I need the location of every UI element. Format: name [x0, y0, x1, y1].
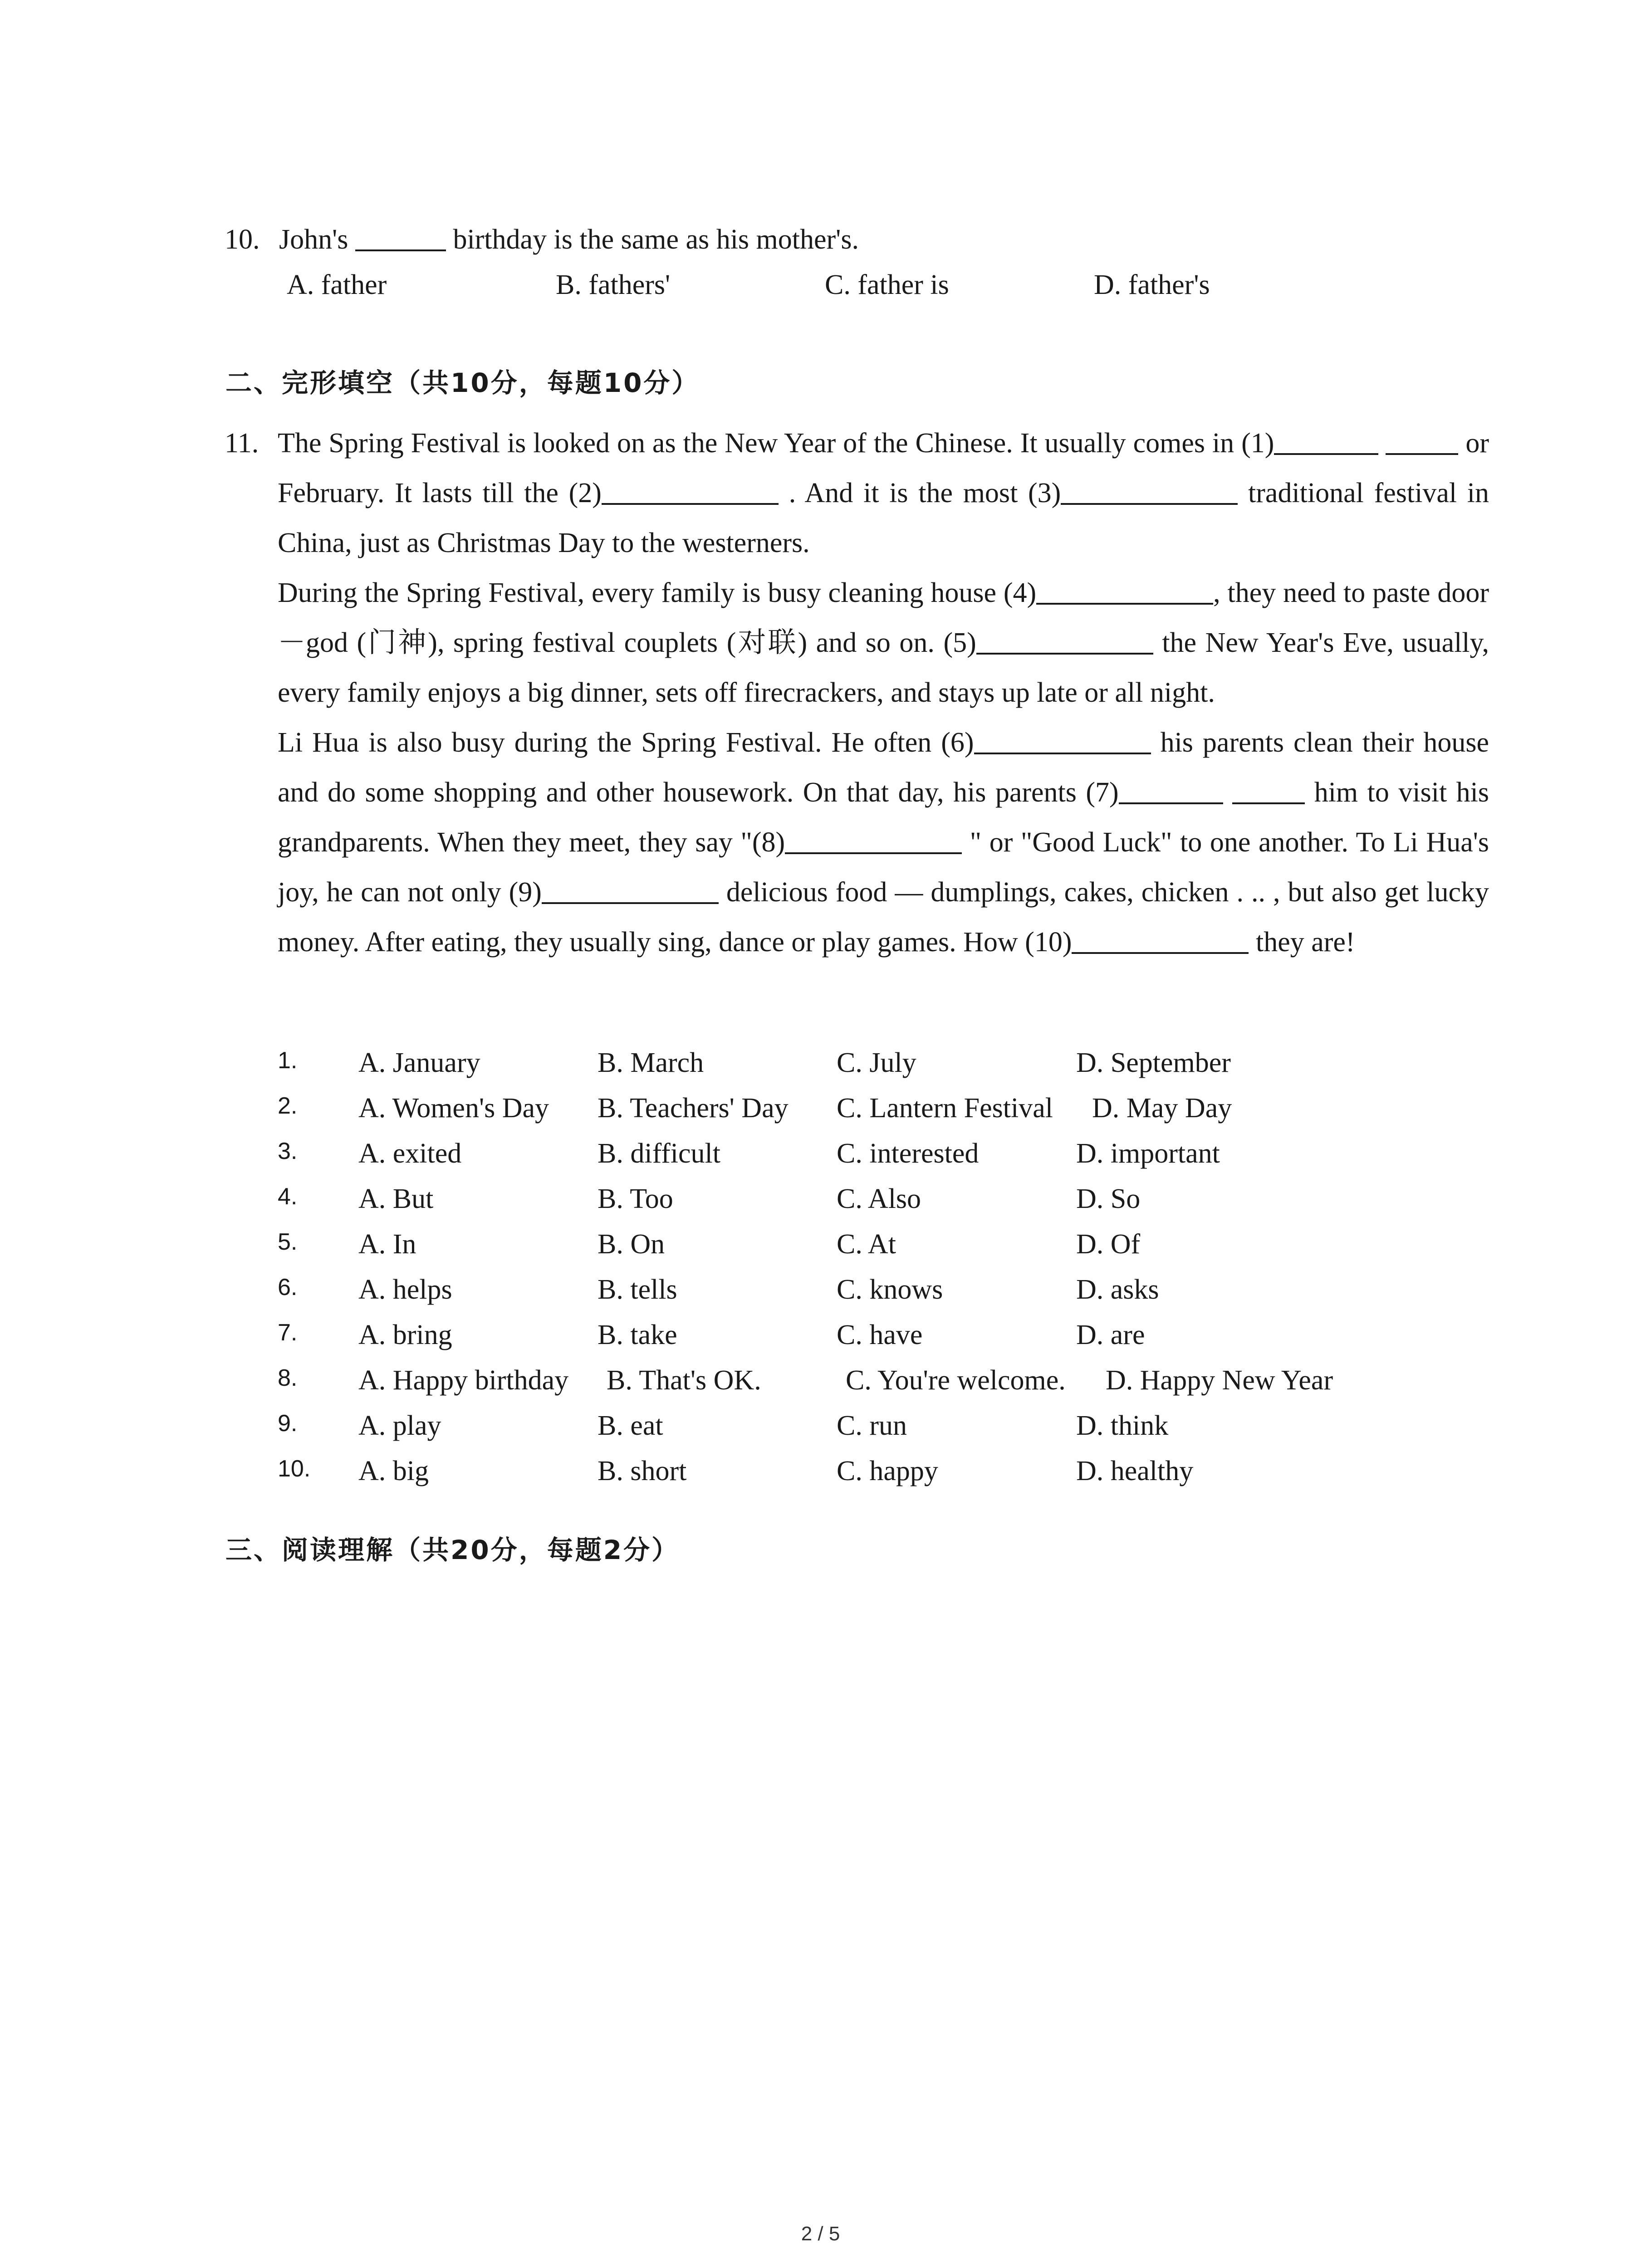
- option-b: B. March: [598, 1047, 704, 1078]
- passage-paragraph-1: [278, 418, 1489, 568]
- question-number: 11.: [225, 428, 259, 459]
- option-c: C. Lantern Festival: [837, 1093, 1053, 1124]
- option-c: C. Also: [837, 1183, 921, 1214]
- option-d: D. healthy: [1076, 1456, 1194, 1486]
- option-c: C. have: [837, 1320, 923, 1350]
- choice-number: 4.: [278, 1183, 298, 1210]
- option-b: B. On: [598, 1229, 665, 1260]
- option-c: C. July: [837, 1047, 916, 1078]
- question-stem-after: birthday is the same as his mother's.: [453, 224, 859, 255]
- option-d: D. asks: [1076, 1274, 1159, 1305]
- option-a: A. play: [358, 1410, 441, 1441]
- option-a: A. helps: [358, 1274, 452, 1305]
- option-b: B. short: [598, 1456, 687, 1486]
- choice-number: 8.: [278, 1365, 298, 1391]
- passage-paragraph-3: [278, 718, 1489, 967]
- option-d: D. Of: [1076, 1229, 1141, 1260]
- question-10-options: [0, 262, 1641, 308]
- passage-text: or February. It lasts till the (2): [278, 428, 1489, 508]
- option-d: D. September: [1076, 1047, 1231, 1078]
- option-d: D. Happy New Year: [1106, 1365, 1333, 1396]
- choice-number: 3.: [278, 1138, 298, 1164]
- question-stem-before: John's: [279, 224, 348, 255]
- option-c: C. interested: [837, 1138, 979, 1169]
- passage-text: Li Hua is also busy during the Spring Festival. He often (6): [278, 727, 974, 758]
- page-number: 2 / 5: [801, 2223, 840, 2245]
- passage-text: " or "Good Luck" to one another. To Li Hua's joy, he can not only (9): [278, 827, 1489, 908]
- option-a: A. Women's Day: [358, 1093, 549, 1124]
- passage-text: they are!: [1255, 927, 1355, 958]
- option-c: C. father is: [825, 269, 949, 300]
- section-title-reading: 三、阅读理解（共20分，每题2分）: [225, 1535, 680, 1565]
- option-b: B. eat: [598, 1410, 663, 1441]
- passage-text: the New Year's Eve, usually, every family enjoys a big dinner, sets off firecrackers, and stays up late or all night.: [278, 627, 1489, 708]
- option-b: B. Teachers' Day: [598, 1093, 789, 1124]
- answer-blank-5: [976, 626, 1153, 655]
- option-d: D. think: [1076, 1410, 1169, 1441]
- option-b: B. tells: [598, 1274, 677, 1305]
- answer-blank-2: [602, 476, 779, 505]
- answer-blank-4: [1036, 576, 1213, 605]
- choice-number: 9.: [278, 1410, 298, 1437]
- option-c: C. knows: [837, 1274, 943, 1305]
- answer-blank-7: [1119, 775, 1223, 804]
- option-d: D. May Day: [1092, 1093, 1232, 1124]
- answer-blank-1-cont: [1386, 426, 1458, 455]
- choice-number: 2.: [278, 1093, 298, 1119]
- option-c: C. At: [837, 1229, 896, 1260]
- option-b: B. Too: [598, 1183, 673, 1214]
- answer-blank-9: [542, 875, 719, 904]
- option-b: B. difficult: [598, 1138, 720, 1169]
- question-number: 10.: [225, 224, 260, 255]
- option-b: B. That's OK.: [607, 1365, 761, 1396]
- passage-text: him to visit his grandparents. When they meet, they say "(8): [278, 777, 1489, 858]
- passage-text: During the Spring Festival, every family is busy cleaning house (4): [278, 577, 1037, 608]
- passage-text: traditional festival in China, just as Christmas Day to the westerners.: [278, 478, 1489, 558]
- option-a: A. January: [358, 1047, 480, 1078]
- option-a: A. Happy birthday: [358, 1365, 569, 1396]
- option-a: A. big: [358, 1456, 429, 1486]
- option-a: A. But: [358, 1183, 434, 1214]
- passage-text: . And it is the most (3): [789, 478, 1061, 508]
- choice-number: 10.: [278, 1456, 311, 1482]
- option-b: B. fathers': [556, 269, 671, 300]
- option-c: C. run: [837, 1410, 907, 1441]
- passage-paragraph-2: [278, 568, 1489, 718]
- choice-number: 1.: [278, 1047, 298, 1074]
- choice-number: 7.: [278, 1320, 298, 1346]
- answer-blank-6: [974, 725, 1151, 754]
- answer-blank-8: [785, 825, 962, 854]
- option-d: D. are: [1076, 1320, 1145, 1350]
- question-10: [225, 217, 1540, 262]
- option-a: A. bring: [358, 1320, 452, 1350]
- option-d: D. father's: [1094, 269, 1210, 300]
- passage-text: The Spring Festival is looked on as the New Year of the Chinese. It usually comes in (1): [278, 428, 1274, 459]
- option-c: C. happy: [837, 1456, 938, 1486]
- section-title-cloze: 二、完形填空（共10分，每题10分）: [225, 367, 700, 398]
- option-a: A. father: [287, 269, 387, 300]
- passage-text: delicious food — dumplings, cakes, chicken . .. , but also get lucky money. After eating, they usually sing, dance or play games. How (10): [278, 877, 1489, 958]
- option-d: D. important: [1076, 1138, 1220, 1169]
- option-a: A. exited: [358, 1138, 462, 1169]
- answer-blank-3: [1061, 476, 1238, 505]
- option-d: D. So: [1076, 1183, 1141, 1214]
- answer-blank-10: [1072, 925, 1249, 954]
- answer-blank: [355, 222, 446, 251]
- cloze-passage: [278, 418, 1489, 967]
- answer-blank-7-cont: [1232, 775, 1305, 804]
- option-b: B. take: [598, 1320, 677, 1350]
- option-c: C. You're welcome.: [846, 1365, 1066, 1396]
- choice-number: 5.: [278, 1229, 298, 1255]
- choice-number: 6.: [278, 1274, 298, 1300]
- passage-text: , they need to paste door－god (门神), spring festival couplets (对联) and so on. (5): [278, 577, 1489, 658]
- answer-blank-1: [1274, 426, 1378, 455]
- passage-text: his parents clean their house and do some shopping and other housework. On that day, his parents (7): [278, 727, 1489, 808]
- option-a: A. In: [358, 1229, 416, 1260]
